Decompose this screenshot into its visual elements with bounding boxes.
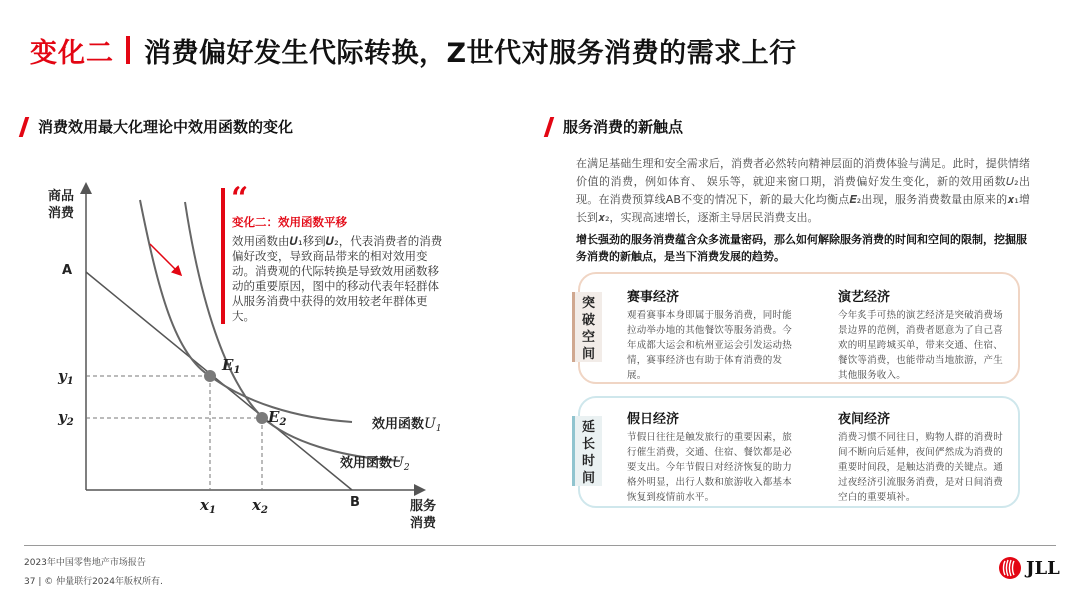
x1-label: $x_1$ <box>200 496 216 516</box>
jll-logo <box>998 556 1060 580</box>
right-section-title: 服务消费的新触点 <box>563 118 684 136</box>
item-night-economy <box>838 408 1010 505</box>
jll-logo-icon <box>998 556 1022 580</box>
logo-text: JLL <box>1026 557 1060 579</box>
title-divider <box>126 36 130 64</box>
x-axis-label-1: 服务 <box>410 499 437 514</box>
slash-marker <box>19 117 29 137</box>
item-holiday-economy <box>627 408 797 505</box>
point-a-label: A <box>62 263 73 278</box>
e2-label: $E_2$ <box>268 408 287 428</box>
emphasis-paragraph: 增长强劲的服务消费蕴含众多流量密码，那么如何解除服务消费的时间和空间的限制，挖掘服务消费的新触点，是当下消费发展的趋势。 <box>576 233 1027 263</box>
footer-copyright: 37 | © 仲量联行2024年版权所有. <box>24 577 163 587</box>
item-body: 节假日往往是触发旅行的重要因素，旅行催生消费，交通、住宿、餐饮都是必要支出。今年节假日对经济恢复的助力格外明显，出行人数和旅游收入都基本恢复到疫情前水平。 <box>627 432 792 503</box>
y2-label: $y_2$ <box>58 408 74 428</box>
item-title: 假日经济 <box>627 412 680 427</box>
y1-label: $y_1$ <box>58 367 74 387</box>
page-title: 消费偏好发生代际转换，Z世代对服务消费的需求上行 <box>144 37 797 69</box>
item-body: 消费习惯不同往日，购物人群的消费时间不断向后延伸，夜间俨然成为消费的重要时间段，是触达消费的关键点。通过夜经济引流服务消费，是对日间消费空白的重要填补。 <box>838 432 1003 503</box>
y-axis-label-1: 商品 <box>48 189 75 204</box>
y-axis-label-2: 消费 <box>48 206 75 221</box>
item-title: 赛事经济 <box>627 290 680 305</box>
point-e1 <box>204 370 216 382</box>
quote-body: 效用函数由𝑼₁移到𝑼₂，代表消费者的消费偏好改变，导致商品带来的相对效用变动。消费观的代际转换是导致效用函数移动的重要原因，图中的移动代表年轻群体从服务消费中获得的效用较老年群体更大。 <box>232 234 443 323</box>
intro-paragraph: 在满足基础生理和安全需求后，消费者必然转向精神层面的消费体验与满足。此时，提供情绪价值的消费，例如体育、 娱乐等，就迎来窗口期，消费偏好发生变化，新的效用函数𝑈₂出现。在消费预算线AB不变的情况下，新的最大化均衡点𝑬₂出现，服务消费数量由原来的𝒙₁增长到𝒙₂，实现高速增长，逐渐主导居民消费支出。 <box>576 157 1030 224</box>
footer-divider <box>24 545 1056 546</box>
title-accent: 变化二 <box>30 37 114 69</box>
page-header <box>30 30 797 70</box>
quote-subtitle: 变化二：效用函数平移 <box>232 215 347 229</box>
item-body: 今年炙手可热的演艺经济是突破消费场景边界的范例，消费者愿意为了自己喜欢的明星跨城买单，带来交通、住宿、餐饮等消费，也能带动当地旅游，产生其他服务收入。 <box>838 310 1003 381</box>
left-section-header <box>22 116 293 137</box>
quote-mark-icon: “ <box>231 181 249 216</box>
tag-break-space: 突 破 空 间 <box>572 292 602 362</box>
slash-marker <box>544 117 554 137</box>
item-performance-economy <box>838 286 1010 383</box>
u2-label: 效用函数$U_2$ <box>340 455 410 473</box>
x-axis-label-2: 消费 <box>410 516 437 531</box>
right-section-header <box>547 116 683 137</box>
x2-label: $x_2$ <box>252 496 268 516</box>
u1-label: 效用函数$U_1$ <box>372 416 442 434</box>
point-e2 <box>256 412 268 424</box>
quote-bar <box>221 188 225 324</box>
point-b-label: B <box>350 495 360 510</box>
e1-label: $E_1$ <box>222 356 241 376</box>
item-body: 观看赛事本身即属于服务消费，同时能拉动举办地的其他餐饮等服务消费。今年成都大运会和杭州亚运会引发运动热情，赛事经济也有助于体育消费的发展。 <box>627 310 792 381</box>
left-section-title: 消费效用最大化理论中效用函数的变化 <box>38 118 294 136</box>
card-extend-time <box>578 396 1020 508</box>
footer-report-name: 2023年中国零售地产市场报告 <box>24 558 146 568</box>
tag-extend-time: 延 长 时 间 <box>572 416 602 486</box>
card-break-space <box>578 272 1020 384</box>
item-title: 演艺经济 <box>838 290 891 305</box>
item-event-economy <box>627 286 795 383</box>
item-title: 夜间经济 <box>838 412 891 427</box>
